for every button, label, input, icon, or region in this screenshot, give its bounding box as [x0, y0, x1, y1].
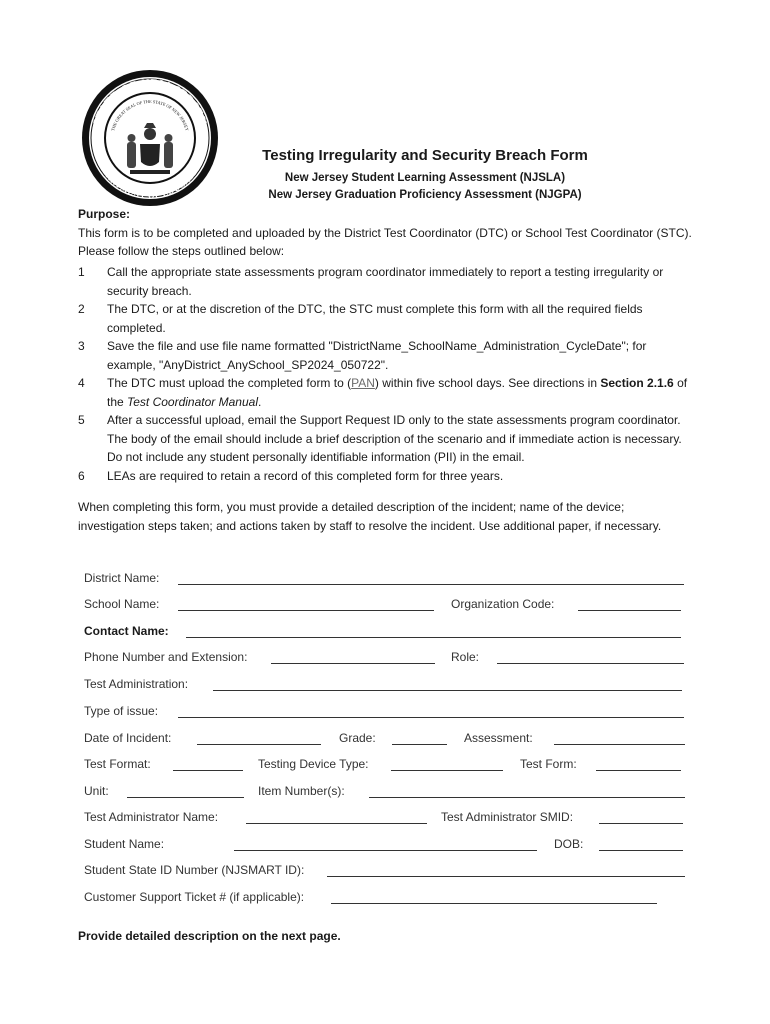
student-state-id-label: Student State ID Number (NJSMART ID):: [84, 863, 305, 877]
list-item: 4 The DTC must upload the completed form to (PAN) within five school days. See directions in Section 2.1.6 of the Test Coordinator Manual.: [78, 376, 688, 409]
student-name-label: Student Name:: [84, 837, 165, 851]
phone-field[interactable]: [271, 663, 435, 664]
contact-name-row: [84, 624, 686, 642]
dob-field[interactable]: [599, 850, 683, 851]
purpose-section: [78, 205, 698, 261]
list-item: 6 LEAs are required to retain a record of this completed form for three years.: [78, 468, 504, 483]
test-administration-field[interactable]: [213, 690, 682, 691]
dob-label: DOB:: [554, 837, 584, 851]
phone-label: Phone Number and Extension:: [84, 650, 248, 664]
test-admin-name-label: Test Administrator Name:: [84, 810, 219, 824]
student-name-row: [84, 837, 686, 855]
student-state-id-row: [84, 863, 686, 881]
organization-code-field[interactable]: [578, 610, 681, 611]
list-item: 2 The DTC, or at the discretion of the DTC, the STC must complete this form with all the required fields completed.: [78, 302, 643, 335]
test-administration-label: Test Administration:: [84, 677, 189, 691]
district-name-label: District Name:: [84, 571, 160, 585]
type-of-issue-row: [84, 704, 686, 722]
steps-list: [78, 263, 698, 485]
test-format-field[interactable]: [173, 770, 243, 771]
nj-department-of-education-seal: [80, 68, 220, 208]
test-format-row: [84, 757, 686, 775]
test-administration-row: [84, 677, 686, 695]
contact-name-label: Contact Name:: [84, 624, 169, 638]
form-title: Testing Irregularity and Security Breach Form: [262, 147, 588, 164]
role-field[interactable]: [497, 663, 684, 664]
item-numbers-label: Item Number(s):: [258, 784, 345, 798]
student-state-id-field[interactable]: [327, 876, 685, 877]
school-name-label: School Name:: [84, 597, 160, 611]
test-admin-smid-label: Test Administrator SMID:: [441, 810, 574, 824]
support-ticket-label: Customer Support Ticket # (if applicable):: [84, 890, 305, 904]
seal-top-text: STATE OF NEW JERSEY: [91, 77, 209, 128]
test-admin-name-field[interactable]: [246, 823, 427, 824]
assessment-label: Assessment:: [464, 731, 533, 745]
organization-code-label: Organization Code:: [451, 597, 555, 611]
subtitle-njsla: New Jersey Student Learning Assessment (NJSLA): [284, 172, 566, 184]
instructions-text: When completing this form, you must provide a detailed description of the incident; name of the device; investigation steps taken; and actions taken by staff to resolve the incident. Use additional paper, if necessary.: [78, 500, 662, 533]
contact-name-field[interactable]: [186, 637, 681, 638]
grade-field[interactable]: [392, 744, 447, 745]
support-ticket-field[interactable]: [331, 903, 657, 904]
date-of-incident-label: Date of Incident:: [84, 731, 172, 745]
unit-field[interactable]: [127, 797, 244, 798]
type-of-issue-field[interactable]: [178, 717, 684, 718]
list-item: 3 Save the file and use file name formatted "DistrictName_SchoolName_Administration_CycleDate"; for example, "AnyDistrict_AnySchool_SP2024_050722".: [78, 339, 647, 372]
testing-device-type-label: Testing Device Type:: [258, 757, 369, 771]
list-item: 5 After a successful upload, email the Support Request ID only to the state assessments program coordinator. The body of the email should include a brief description of the scenario and if immediate action is necessary. Do not include any student personally identifiable information (PII) in the email.: [78, 413, 682, 464]
test-format-label: Test Format:: [84, 757, 151, 771]
item-numbers-field[interactable]: [369, 797, 685, 798]
phone-row: [84, 650, 686, 668]
seal-bottom-text: DEPARTMENT OF EDUCATION: [95, 157, 205, 201]
list-item: 1 Call the appropriate state assessments program coordinator immediately to report a testing irregularity or security breach.: [78, 265, 664, 298]
subtitle-njgpa: New Jersey Graduation Proficiency Assessment (NJGPA): [268, 189, 582, 201]
test-admin-smid-field[interactable]: [599, 823, 683, 824]
test-form-field[interactable]: [596, 770, 681, 771]
assessment-field[interactable]: [554, 744, 685, 745]
date-of-incident-field[interactable]: [197, 744, 321, 745]
student-name-field[interactable]: [234, 850, 537, 851]
grade-label: Grade:: [339, 731, 376, 745]
date-of-incident-row: [84, 731, 686, 749]
school-name-field[interactable]: [178, 610, 434, 611]
purpose-label: Purpose:: [78, 207, 131, 221]
type-of-issue-label: Type of issue:: [84, 704, 159, 718]
district-name-row: [84, 571, 686, 589]
role-label: Role:: [451, 650, 480, 664]
unit-label: Unit:: [84, 784, 109, 798]
seal-inner-text: THE GREAT SEAL OF THE STATE OF NEW JERSEY: [110, 98, 190, 132]
pan-link[interactable]: PAN: [351, 376, 375, 390]
purpose-text: This form is to be completed and uploaded by the District Test Coordinator (DTC) or School Test Coordinator (STC). Please follow the steps outlined below:: [78, 225, 692, 258]
school-name-row: [84, 597, 686, 615]
test-admin-row: [84, 810, 686, 828]
support-ticket-row: [84, 890, 686, 908]
district-name-field[interactable]: [178, 584, 684, 585]
test-form-label: Test Form:: [520, 757, 577, 771]
testing-device-type-field[interactable]: [391, 770, 503, 771]
unit-row: [84, 784, 686, 802]
next-page-note: Provide detailed description on the next page.: [78, 929, 341, 943]
